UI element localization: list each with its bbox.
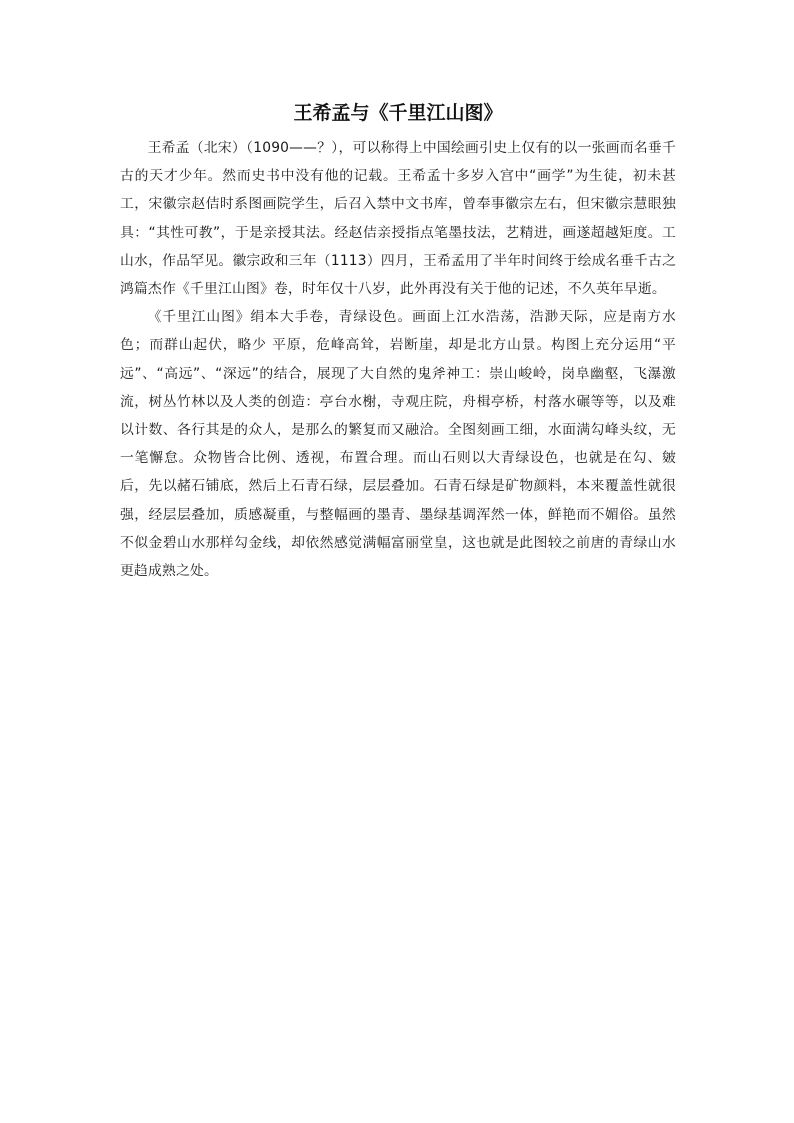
paragraph-biography: 王希孟（北宋）（1090——？），可以称得上中国绘画引史上仅有的以一张画而名垂千古的天才少年。然而史书中没有他的记载。王希孟十多岁入宫中“画学”为生徒，初未甚工，宋徽宗赵佶时系图画院学生，后召入禁中文书库，曾奉事徽宗左右，但宋徽宗慧眼独具：“其性可教”，于是亲授其法。经赵佶亲授指点笔墨技法，艺精进，画遂超越矩度。工山水，作品罕见。徽宗政和三年（1113）四月，王希孟用了半年时间终于绘成名垂千古之鸿篇杰作《千里江山图》卷，时年仅十八岁，此外再没有关于他的记述，不久英年早逝。 xyxy=(120,140,676,298)
article-body xyxy=(120,100,676,585)
paragraph-painting-description: 《千里江山图》绢本大手卷，青绿设色。画面上江水浩荡，浩渺天际，应是南方水色；而群山起伏，略少 平原，危峰高耸，岩断崖，却是北方山景。构图上充分运用“平远”、“高远”、“深远”的结合，展现了大自然的鬼斧神工：崇山峻岭，岗阜幽壑，飞瀑激流，树丛竹林以及人类的创造：亭台水榭，寺观庄院，舟楫亭桥，村落水碾等等，以及难以计数、各行其是的众人，是那么的繁复而又融洽。全图刻画工细，水面满勾峰头纹，无一笔懈怠。众物皆合比例、透视，布置合理。而山石则以大青绿设色，也就是在勾、皴后，先以赭石铺底，然后上石青石绿，层层叠加。石青石绿是矿物颜料，本来覆盖性就很强，经层层叠加，质感凝重，与整幅画的墨青、墨绿基调浑然一体，鲜艳而不媚俗。虽然不似金碧山水那样勾金线，却依然感觉满幅富丽堂皇，这也就是此图较之前唐的青绿山水更趋成熟之处。 xyxy=(120,309,676,580)
article-title: 王希孟与《千里江山图》 xyxy=(293,102,503,124)
